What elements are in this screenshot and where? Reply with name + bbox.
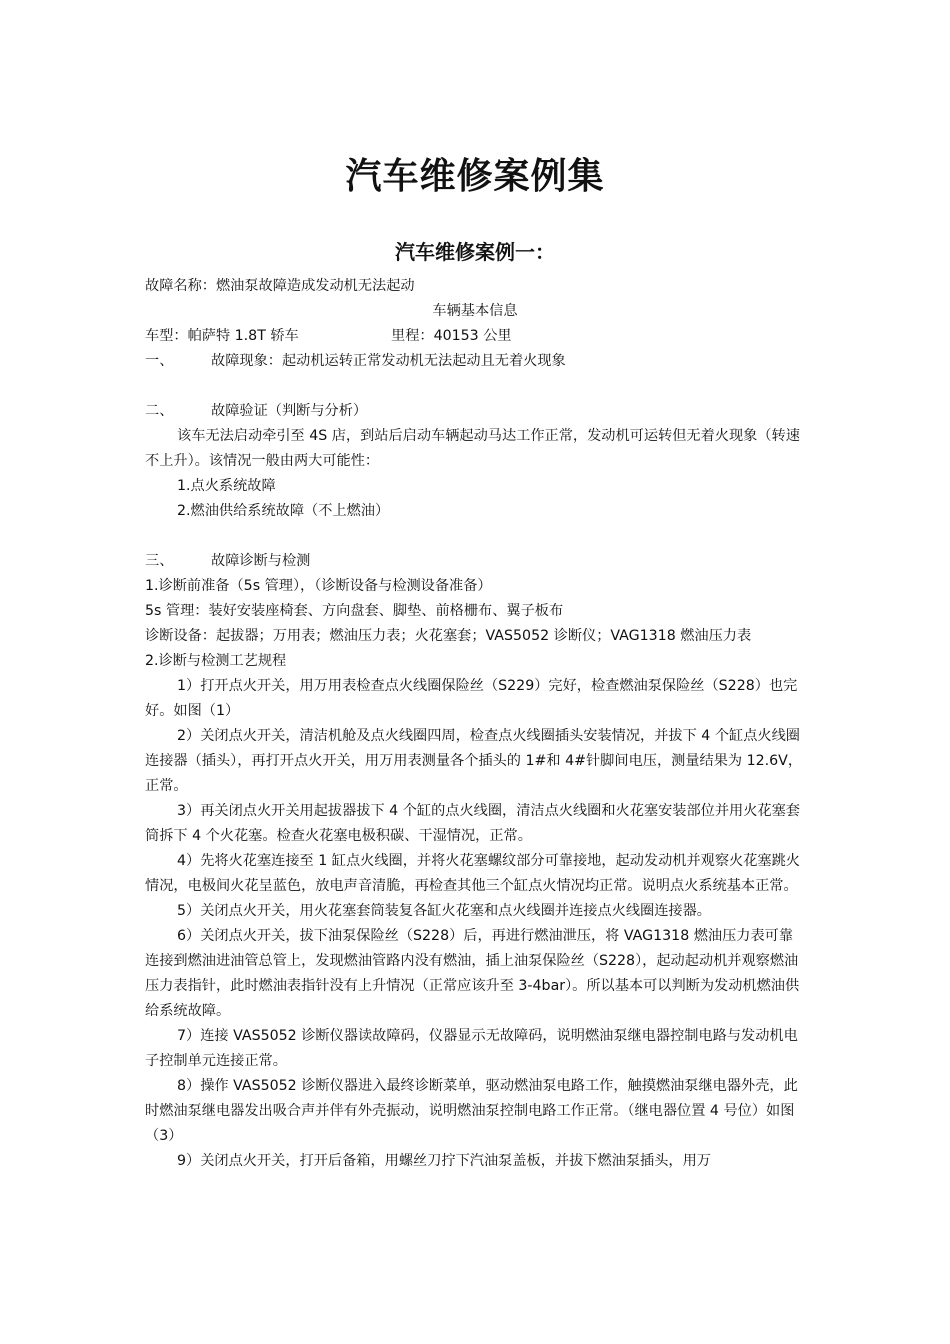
step-5: 5）关闭点火开关，用火花塞套筒装复各缸火花塞和点火线圈并连接点火线圈连接器。	[177, 903, 711, 919]
possibility-item-2: 2.燃油供给系统故障（不上燃油）	[177, 503, 390, 519]
step-4: 4）先将火花塞连接至 1 缸点火线圈，并将火花塞螺纹部分可靠接地，起动发动机并观察火花塞跳火情况，电极间火花呈蓝色，放电声音清脆，再检查其他三个缸点火情况均正常。说明点火系统基本正常。	[145, 853, 800, 894]
section-1-number: 一、	[145, 353, 174, 369]
case-subtitle: 汽车维修案例一：	[395, 240, 555, 264]
section-1-text: 故障现象：起动机运转正常发动机无法起动且无着火现象	[211, 353, 566, 369]
step-9: 9）关闭点火开关，打开后备箱，用螺丝刀拧下汽油泵盖板，并拔下燃油泵插头，用万	[177, 1153, 711, 1169]
5s-management: 5s 管理：装好安装座椅套、方向盘套、脚垫、前格栅布、翼子板布	[145, 603, 564, 619]
blank-line	[145, 524, 805, 549]
step-8: 8）操作 VAS5052 诊断仪器进入最终诊断菜单，驱动燃油泵电路工作，触摸燃油泵继电器外壳，此时燃油泵继电器发出吸合声并伴有外壳振动，说明燃油泵控制电路工作正常。（继电器位置 4 号位）如图（3）	[145, 1078, 798, 1144]
vehicle-info-line	[145, 324, 805, 349]
vehicle-info-heading: 车辆基本信息	[432, 303, 518, 319]
step-7: 7）连接 VAS5052 诊断仪器读故障码，仪器显示无故障码，说明燃油泵继电器控制电路与发动机电子控制单元连接正常。	[145, 1028, 798, 1069]
document-body	[145, 274, 805, 1174]
process-heading: 2.诊断与检测工艺规程	[145, 653, 287, 669]
section-1-heading	[145, 349, 805, 374]
document-title: 汽车维修案例集	[345, 156, 605, 197]
section-2-number: 二、	[145, 403, 174, 419]
step-6: 6）关闭点火开关，拔下油泵保险丝（S228）后，再进行燃油泄压，将 VAG1318 燃油压力表可靠连接到燃油进油管总管上，发现燃油管路内没有燃油，插上油泵保险丝（S228），起动起动机并观察燃油压力表指针，此时燃油表指针没有上升情况（正常应该升至 3-4bar）。所以基本可以判断为发动机燃油供给系统故障。	[145, 928, 800, 1019]
vehicle-mileage: 里程：40153 公里	[391, 328, 512, 344]
fault-name: 故障名称：燃油泵故障造成发动机无法起动	[145, 278, 415, 294]
diagnostic-equipment: 诊断设备：起拔器；万用表；燃油压力表；火花塞套；VAS5052 诊断仪；VAG1318 燃油压力表	[145, 628, 752, 644]
section-3-heading	[145, 549, 805, 574]
section-2-text: 故障验证（判断与分析）	[211, 403, 368, 419]
diagnosis-prep: 1.诊断前准备（5s 管理），（诊断设备与检测设备准备）	[145, 578, 492, 594]
section-3-number: 三、	[145, 553, 174, 569]
section-3-text: 故障诊断与检测	[211, 553, 311, 569]
blank-line	[145, 374, 805, 399]
possibility-item-1: 1.点火系统故障	[177, 478, 276, 494]
vehicle-model: 车型：帕萨特 1.8T 轿车	[145, 328, 299, 344]
step-3: 3）再关闭点火开关用起拔器拔下 4 个缸的点火线圈，清洁点火线圈和火花塞安装部位并用火花塞套筒拆下 4 个火花塞。检查火花塞电极积碳、干湿情况，正常。	[145, 803, 800, 844]
section-2-paragraph: 该车无法启动牵引至 4S 店，到站后启动车辆起动马达工作正常，发动机可运转但无着火现象（转速不上升）。该情况一般由两大可能性：	[145, 428, 800, 469]
step-1: 1）打开点火开关，用万用表检查点火线圈保险丝（S229）完好，检查燃油泵保险丝（S228）也完好。如图（1）	[145, 678, 798, 719]
step-2: 2）关闭点火开关，清洁机舱及点火线圈四周，检查点火线圈插头安装情况，并拔下 4 个缸点火线圈连接器（插头），再打开点火开关，用万用表测量各个插头的 1#和 4#针脚间电压，测量结果为 12.6V，正常。	[145, 728, 803, 794]
section-2-heading	[145, 399, 805, 424]
